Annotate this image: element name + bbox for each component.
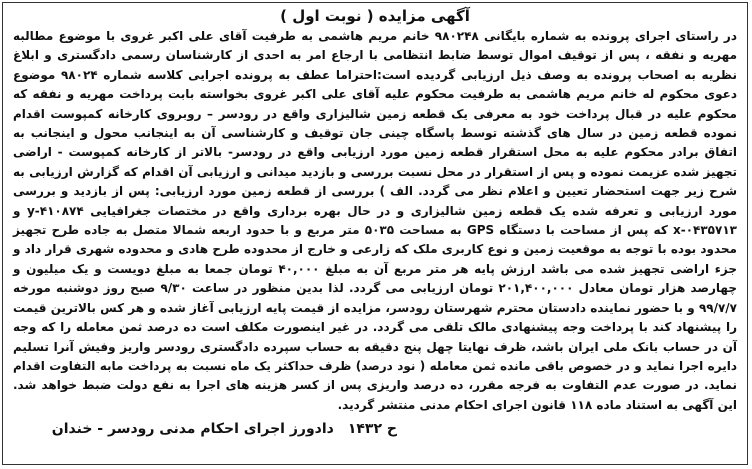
- notice-code: ح ۱۴۳۲: [347, 421, 397, 438]
- notice-signature: دادورز اجرای احکام مدنی رودسر - خندان: [51, 421, 334, 438]
- notice-body: در راستای اجرای پرونده به شماره بایگانی ۹۸۰۲۴۸ خانم مریم هاشمی به طرفیت آقای علی اکبر غروی با موضوع مطالبه مهریه و نفقه ، پس از توقیف اموال توسط ضابط انتظامی با ارجاع امر به احدی از کارشناسان رسمی دادگستری و ابلاغ نظریه به اصحاب پرونده به وصف ذیل ارزیابی گردیده است:احتراما عطف به پرونده اجرایی کلاسه شماره ۹۸۰۲۴ موضوع دعوی محکوم له خانم مریم هاشمی به طرفیت محکوم علیه آقای علی اکبر غروی بخواسته بابت پرداخت مهریه و نفقه که محکوم علیه در قبال پرداخت خود به معرفی یک قطعه زمین شالیزاری واقع در رودسر – روبروی کارخانه کمپوست اقدام نموده قطعه زمین در سال های گذشته توسط پاسگاه چینی جان توقیف و کارشناسی آن به اینجانب محول و اینجانب به اتفاق برادر محکوم علیه به محل استقرار قطعه زمین مورد ارزیابی واقع در رودسر- بالاتر از کارخانه کمپوست - اراضی تجهیز شده عزیمت نموده و پس از استقرار در محل نسبت بررسی و بازدید میدانی و ارزیابی آن اقدام که گزارش ارزیابی به شرح زیر جهت استحضار تعیین و اعلام نظر می گردد. الف ) بررسی از قطعه زمین مورد ارزیابی: پس از بازدید و بررسی مورد ارزیابی و تعرفه شده یک قطعه زمین شالیزاری و در حال بهره برداری واقع در مختصات جغرافیایی y-۴۱۰۸۷۴ و x-۰۴۳۵۷۱۳ که پس از مساحت با دستگاه GPS به مساحت ۵۰۳۵ متر مربع و با حدود اربعه شمالا متصل به جاده طرح تجهیز محدود بوده با توجه به موقعیت زمین و نوع کاربری ملک که زارعی و خارج از محدوده طرح هادی و محدوده شهری قرار داد و جزء اراضی تجهیز شده می باشد ارزش پایه هر متر مربع آن به مبلغ ۴۰,۰۰۰ تومان جمعا به مبلغ دویست و یک میلیون و چهارصد هزار تومان معادل ۲۰۱,۴۰۰,۰۰۰ تومان ارزیابی می گردد. لذا بدین منظور در ساعت ۹/۳۰ صبح روز دوشنبه مورخه ۹۹/۷/۷ و با حضور نماینده دادستان محترم شهرستان رودسر، مزایده از قیمت پایه ارزیابی آغاز شده و هر کس بالاترین قیمت را پیشنهاد کند با پرداخت وجه پیشنهادی مالک تلقی می گردد. در غیر اینصورت مکلف است ده درصد ثمن معامله را که وجه آن در حساب بانک ملی ایران باشد، ظرف نهایتا چهل پنج دقیقه به حساب سپرده دادگستری رودسر واریز وفیش آنرا تسلیم دایره اجرا نماید و در خصوص باقی مانده ثمن معامله ( نود درصد) ظرف حداکثر یک ماه نسبت به پرداخت مابه التفاوت اقدام نماید. در صورت عدم التفاوت به فرجه مقرر، ده درصد واریزی پس از کسر هزینه های اجرا به نفع دولت ضبط خواهد شد. این آگهی به استناد ماده ۱۱۸ قانون اجرای احکام مدنی منتشر گردید.: [13, 29, 738, 412]
- auction-notice: [2, 2, 748, 465]
- notice-title: آگهی مزایده ( نوبت اول ): [280, 7, 470, 25]
- notice-footer: [13, 421, 737, 437]
